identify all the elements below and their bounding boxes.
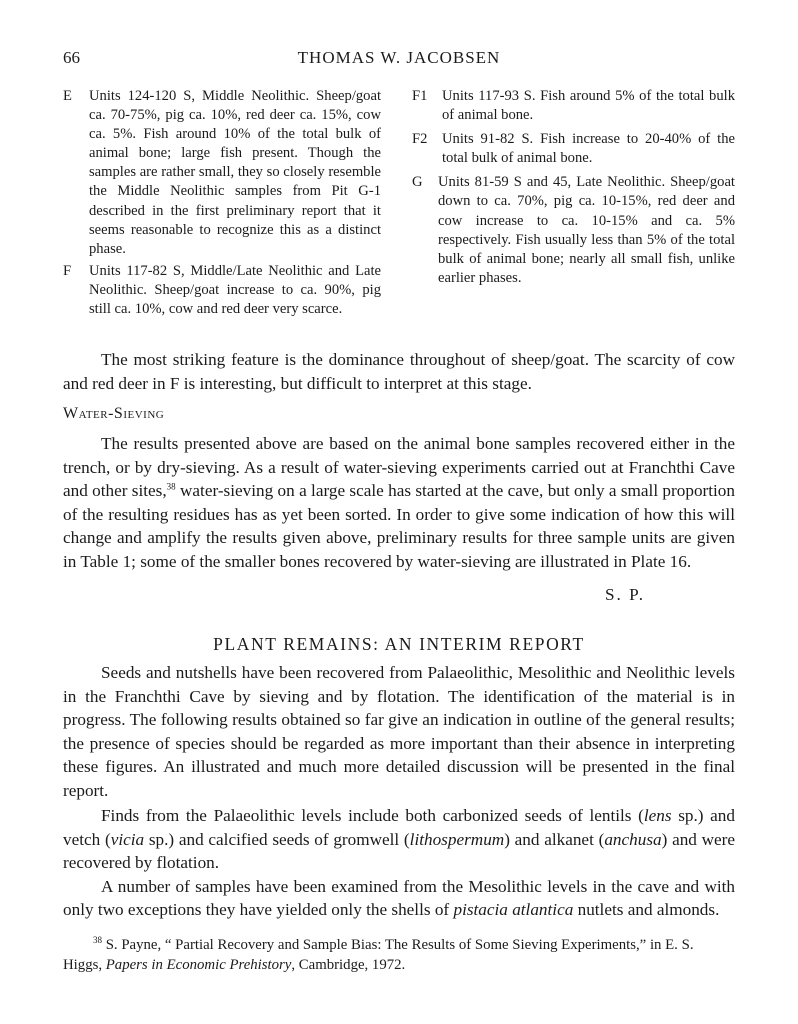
phase-entry-g [412, 173, 735, 288]
phase-entry-f2 [412, 130, 735, 168]
phase-label: F [63, 262, 72, 279]
section-title-plant-remains: PLANT REMAINS: AN INTERIM REPORT [213, 634, 585, 654]
author-signature: S. P. [605, 585, 646, 604]
paragraph: Seeds and nutshells have been recovered from Palaeolithic, Mesolithic and Neolithic levels in the Franchthi Cave by sieving and by flotation. The identification of the material is in progress. The following results obtained so far give an indication in outline of the general results; the presence of species should be regarded as more important than their absence in interpreting these figures. An illustrated and much more detailed discussion will be presented in the final report. [63, 663, 735, 800]
running-head: THOMAS W. JACOBSEN [297, 48, 501, 67]
right-column [412, 87, 735, 288]
footnote-ref[interactable]: 38 [166, 481, 176, 492]
phase-text: Units 124-120 S, Middle Neolithic. Sheep/goat ca. 70-75%, pig ca. 10%, red deer ca. 15%, cow ca. 5%. Fish around 10% of the total bulk of animal bone; large fish present. Though the samples are rather small, they so closely resemble the Middle Neolithic samples from Pit G-1 described in the first preliminary report that it seems reasonable to recognize this as a distinct phase. [89, 88, 381, 257]
footnote-number: 38 [93, 935, 102, 946]
plant-remains-body [63, 661, 735, 922]
phase-text: Units 117-93 S. Fish around 5% of the total bulk of animal bone. [442, 88, 735, 124]
footnote: $^{38}$ S. Payne, “ Partial Recovery and Sample Bias: The Results of Some Sieving Experiments,” in E. S. Higgs, Papers in Economic Prehistory, Cambridge, 1972. [63, 935, 694, 973]
phase-entry-e [63, 87, 381, 259]
phase-entry-f1 [412, 87, 735, 125]
summary-paragraph: The most striking feature is the dominance throughout of sheep/goat. The scarcity of cow and red deer in F is interesting, but difficult to interpret at this stage. [63, 350, 735, 393]
phase-text: Units 91-82 S. Fish increase to 20-40% of the total bulk of animal bone. [442, 131, 735, 167]
section-heading-water-sieving: Water-Sieving [63, 405, 165, 422]
left-column [63, 87, 381, 319]
paragraph: A number of samples have been examined from the Mesolithic levels in the cave and with only two exceptions they have yielded only the shells of pistacia atlantica nutlets and almonds. [63, 876, 735, 919]
phase-label: G [412, 174, 423, 191]
paragraph: Finds from the Palaeolithic levels include both carbonized seeds of lentils (lens sp.) and vetch (vicia sp.) and calcified seeds of gromwell (lithospermum) and alkanet (anchusa) and were recovered by flotation. [63, 806, 736, 872]
phase-label: F1 [412, 88, 428, 104]
phase-label: F2 [412, 131, 428, 148]
phase-label: E [63, 88, 72, 104]
water-sieving-paragraph: The results presented above are based on the animal bone samples recovered either in the trench, or by dry-sieving. As a result of water-sieving experiments carried out at Franchthi Cave and other sites,$^{38}$ water-sieving on a large scale has started at the cave, but only a small proportion of the resulting residues has as yet been sorted. In order to give some indication of how this will change and amplify the results given above, preliminary results for three sample units are given in Table 1; some of the smaller bones recovered by water-sieving are illustrated in Plate 16. [63, 434, 735, 571]
page-number: 66 [63, 48, 80, 67]
phase-text: Units 117-82 S, Middle/Late Neolithic and Late Neolithic. Sheep/goat increase to ca. 90%, pig still ca. 10%, cow and red deer very scarce. [89, 262, 381, 318]
phase-text: Units 81-59 S and 45, Late Neolithic. Sheep/goat down to ca. 70%, pig ca. 10-15%, red deer and cow increase to ca. 10-15% and ca. 5% respectively. Fish usually less than 5% of the total bulk of animal bone; nearly all small fish, unlike earlier phases. [438, 174, 735, 286]
phase-entry-f [63, 262, 381, 319]
